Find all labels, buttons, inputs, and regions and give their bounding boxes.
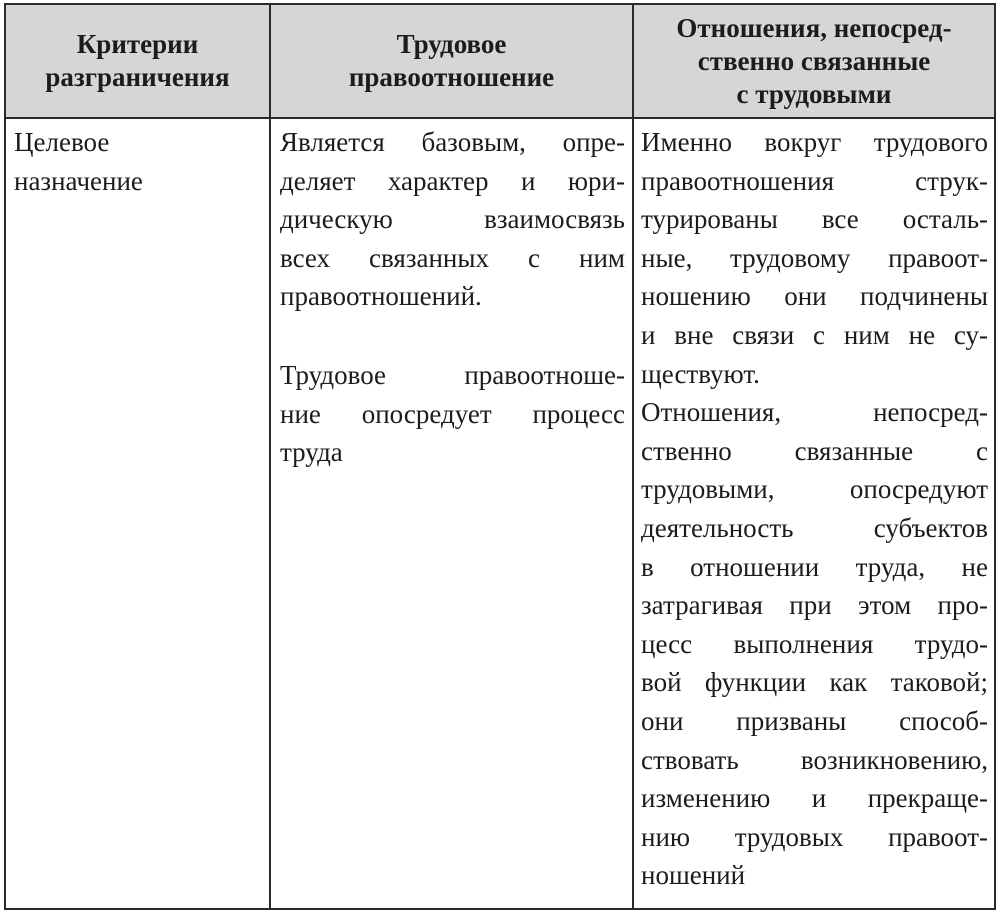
header-related-relations bbox=[633, 4, 995, 118]
cell-related-relations bbox=[633, 118, 995, 909]
header-related-relations-line: Отношения, непосред- bbox=[676, 12, 952, 43]
text-line: изменению и прекраще- bbox=[641, 783, 988, 814]
paragraph-gap bbox=[280, 316, 625, 356]
text-line: Отношения, непосред- bbox=[641, 397, 988, 428]
table-header-row bbox=[5, 4, 995, 118]
header-labor-relation bbox=[270, 4, 633, 118]
header-labor-relation-line: Трудовое bbox=[396, 29, 507, 59]
table-row bbox=[5, 118, 995, 909]
text-line: деятельность субъектов bbox=[641, 512, 988, 543]
cell-criterion bbox=[5, 118, 270, 909]
text-line: труда bbox=[280, 437, 343, 468]
text-line: трудовыми, опосредуют bbox=[641, 474, 988, 505]
text-line: ществуют. bbox=[641, 358, 760, 389]
text-line: ные, трудовому правоот- bbox=[641, 242, 988, 273]
text-line: цесс выполнения трудо- bbox=[641, 628, 988, 659]
text-line: Является базовым, опре- bbox=[280, 127, 625, 157]
text-line: Именно вокруг трудового bbox=[641, 127, 988, 157]
text-line: в отношении труда, не bbox=[641, 551, 988, 582]
text-line: ственно связанные с bbox=[641, 435, 988, 466]
text-line: назначение bbox=[14, 165, 143, 196]
text-line: нию трудовых правоот- bbox=[641, 821, 988, 852]
text-line: они призваны способ- bbox=[641, 705, 988, 736]
text-line: ние опосредует процесс bbox=[280, 398, 625, 429]
header-criteria-line: разграничения bbox=[45, 62, 230, 92]
header-criteria bbox=[5, 4, 270, 118]
text-line: дическую взаимосвязь bbox=[280, 204, 625, 235]
text-line: деляет характер и юри- bbox=[280, 165, 625, 196]
text-line: всех связанных с ним bbox=[280, 242, 625, 273]
header-related-relations-line: с трудовыми bbox=[736, 78, 892, 109]
text-line: ствовать возникновению, bbox=[641, 744, 988, 775]
header-related-relations-line: ственно связанные bbox=[697, 45, 931, 76]
text-line: вой функции как таковой; bbox=[641, 667, 988, 698]
text-line: турированы все осталь- bbox=[641, 204, 988, 235]
text-line: Целевое bbox=[14, 127, 110, 157]
text-line: правоотношений. bbox=[280, 281, 482, 312]
text-line: правоотношения струк- bbox=[641, 165, 988, 196]
text-line: и вне связи с ним не су- bbox=[641, 319, 988, 350]
text-line: ношению они подчинены bbox=[641, 281, 988, 312]
header-criteria-line: Критерии bbox=[76, 29, 199, 59]
text-line: Трудовое правоотноше- bbox=[280, 359, 625, 390]
cell-labor-relation bbox=[270, 118, 633, 909]
header-labor-relation-line: правоотношение bbox=[348, 62, 555, 92]
text-line: ношений bbox=[641, 860, 746, 891]
text-line: затрагивая при этом про- bbox=[641, 590, 988, 621]
criteria-table bbox=[4, 3, 996, 910]
